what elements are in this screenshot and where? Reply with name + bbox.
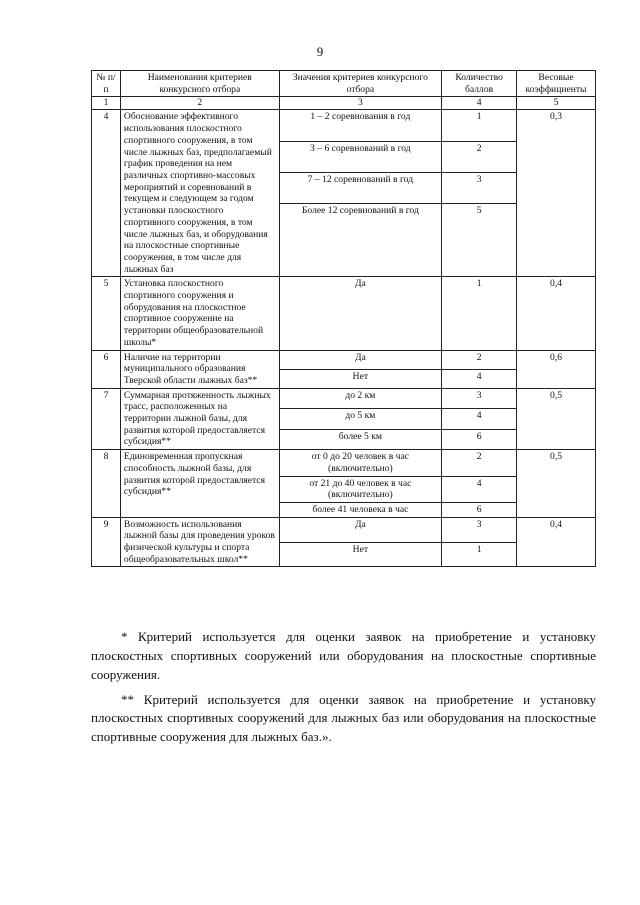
criterion-score: 4 [442, 369, 517, 388]
criterion-value: до 2 км [279, 388, 442, 409]
row-number: 9 [92, 517, 121, 567]
criterion-score: 5 [442, 203, 517, 277]
criterion-weight: 0,5 [517, 450, 596, 518]
criterion-weight: 0,4 [517, 517, 596, 567]
row-number: 5 [92, 277, 121, 350]
criterion-weight: 0,4 [517, 277, 596, 350]
criteria-table [91, 70, 596, 567]
criterion-name: Установка плоскостного спортивного сооружения и оборудования на плоскостное спортивное сооружение на территории общеобразовательной школы* [120, 277, 279, 350]
criterion-score: 4 [442, 476, 517, 502]
criterion-value: Более 12 соревнований в год [279, 203, 442, 277]
row-number: 6 [92, 350, 121, 388]
column-number: 1 [92, 97, 121, 110]
column-number: 4 [442, 97, 517, 110]
table-row [92, 388, 596, 409]
footnotes [91, 628, 596, 753]
criterion-score: 3 [442, 517, 517, 542]
criterion-score: 1 [442, 542, 517, 567]
criterion-value: Да [279, 277, 442, 350]
row-number: 8 [92, 450, 121, 518]
criterion-value: до 5 км [279, 409, 442, 430]
row-number: 4 [92, 110, 121, 277]
column-number-row [92, 97, 596, 110]
criterion-value: Да [279, 350, 442, 369]
criterion-name: Суммарная протяженность лыжных трасс, расположенных на территории лыжной базы, для развития которой предоставляется субсидия** [120, 388, 279, 450]
criterion-weight: 0,3 [517, 110, 596, 277]
criterion-score: 1 [442, 277, 517, 350]
criterion-name: Единовременная пропускная способность лыжной базы, для развития которой предоставляется субсидия** [120, 450, 279, 518]
footnote-double-star: ** Критерий используется для оценки заявок на приобретение и установку плоскостных спортивных сооружений для лыжных баз или оборудования на плоскостные спортивные сооружения для лыжных баз.». [91, 691, 596, 745]
criterion-score: 2 [442, 141, 517, 172]
table-row [92, 517, 596, 542]
table-row [92, 450, 596, 476]
criterion-value: более 5 км [279, 429, 442, 450]
table-row [92, 350, 596, 369]
row-number: 7 [92, 388, 121, 450]
criterion-score: 6 [442, 429, 517, 450]
criterion-value: от 0 до 20 человек в час (включительно) [279, 450, 442, 476]
criterion-score: 3 [442, 172, 517, 203]
criterion-value: Нет [279, 369, 442, 388]
table-header-row [92, 71, 596, 97]
criterion-value: Да [279, 517, 442, 542]
criterion-score: 4 [442, 409, 517, 430]
criteria-body [92, 110, 596, 567]
criterion-score: 2 [442, 350, 517, 369]
header-criteria-values: Значения критериев конкурсного отбора [279, 71, 442, 97]
criterion-score: 1 [442, 110, 517, 141]
table-row [92, 277, 596, 350]
criterion-score: 2 [442, 450, 517, 476]
criterion-weight: 0,5 [517, 388, 596, 450]
criterion-score: 6 [442, 502, 517, 517]
criterion-value: от 21 до 40 человек в час (включительно) [279, 476, 442, 502]
footnote-single-star: * Критерий используется для оценки заявок на приобретение и установку плоскостных спортивных сооружений или оборудования на плоскостные спортивные сооружения. [91, 629, 596, 682]
header-score: Количество баллов [442, 71, 517, 97]
criterion-score: 3 [442, 388, 517, 409]
criterion-name: Обоснование эффективного использования плоскостного спортивного сооружения, в том числе лыжных баз, предполагаемый график проведения на нем различных спортивно-массовых мероприятий и соревнований в текущем и следующем за годом установки плоскостного спортивного сооружения, в том числе лыжных баз, и оборудования на плоскостные спортивные сооружения, в том числе для лыжных баз [120, 110, 279, 277]
table-row [92, 110, 596, 141]
criterion-value: 1 – 2 соревнования в год [279, 110, 442, 141]
criterion-value: 7 – 12 соревнований в год [279, 172, 442, 203]
criterion-weight: 0,6 [517, 350, 596, 388]
header-weight: Весовые коэффициенты [517, 71, 596, 97]
criterion-name: Наличие на территории муниципального образования Тверской области лыжных баз** [120, 350, 279, 388]
header-num: № п/п [92, 71, 121, 97]
column-number: 3 [279, 97, 442, 110]
criterion-value: более 41 человека в час [279, 502, 442, 517]
column-number: 2 [120, 97, 279, 110]
page-number: 9 [316, 44, 324, 59]
column-number: 5 [517, 97, 596, 110]
criterion-value: 3 – 6 соревнований в год [279, 141, 442, 172]
criterion-value: Нет [279, 542, 442, 567]
criterion-name: Возможность использования лыжной базы для проведения уроков физической культуры и спорта общеобразовательных школ** [120, 517, 279, 567]
header-criteria-name: Наименования критериев конкурсного отбора [120, 71, 279, 97]
